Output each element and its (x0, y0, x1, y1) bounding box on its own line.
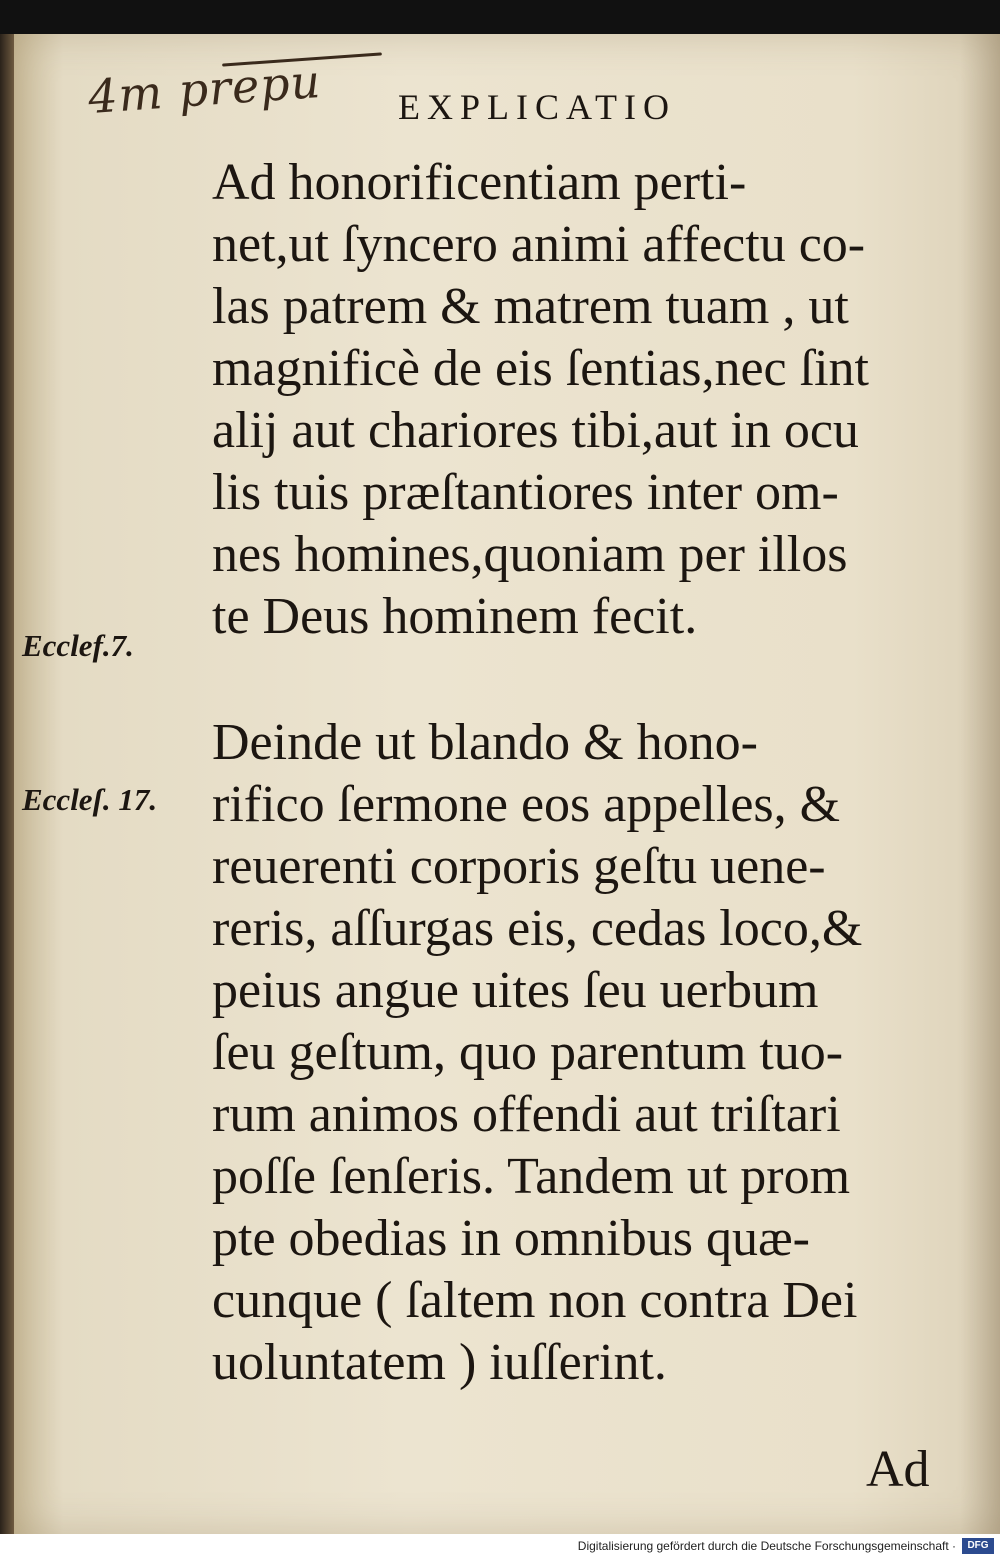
footer-credit: Digitalisierung gefördert durch die Deutsche Forschungsgemeinschaft · (577, 1539, 956, 1553)
running-header-title: EXPLICATIO (398, 87, 676, 127)
book-spine-edge (0, 34, 14, 1534)
scan-top-border (0, 0, 1000, 34)
marginal-note-2: Eccleſ. 17. (22, 782, 158, 817)
paragraph-1: Ad honorificentiam perti- net,ut ſyncero animi affectu co- las patrem & matrem tuam , ut magnificè de eis ſentias,nec ſint alij aut chariores tibi,aut in ocu lis tuis præſtantiores inter om- nes homines,quoniam per illos te Deus hominem fecit. (212, 154, 869, 645)
catchword: Ad (866, 1441, 930, 1498)
paragraph-2: Deinde ut blando & hono- rifico ſermone eos appelles, & reuerenti corporis geſtu uene- reris, aſſurgas eis, cedas loco,& peius angue uites ſeu uerbum ſeu geſtum, quo parentum tuo- rum animos offendi aut triſtari poſſe ſenſeris. Tandem ut prom pte obedias in omnibus quæ- cunque ( ſaltem non contra Dei uoluntatem ) iuſſerint. (212, 714, 863, 1391)
digitization-footer (0, 1534, 1000, 1559)
manuscript-annotation: 4m prepu (86, 53, 323, 125)
dfg-logo-icon: DFG (962, 1538, 994, 1554)
marginal-note-1: Ecclef.7. (22, 628, 134, 663)
